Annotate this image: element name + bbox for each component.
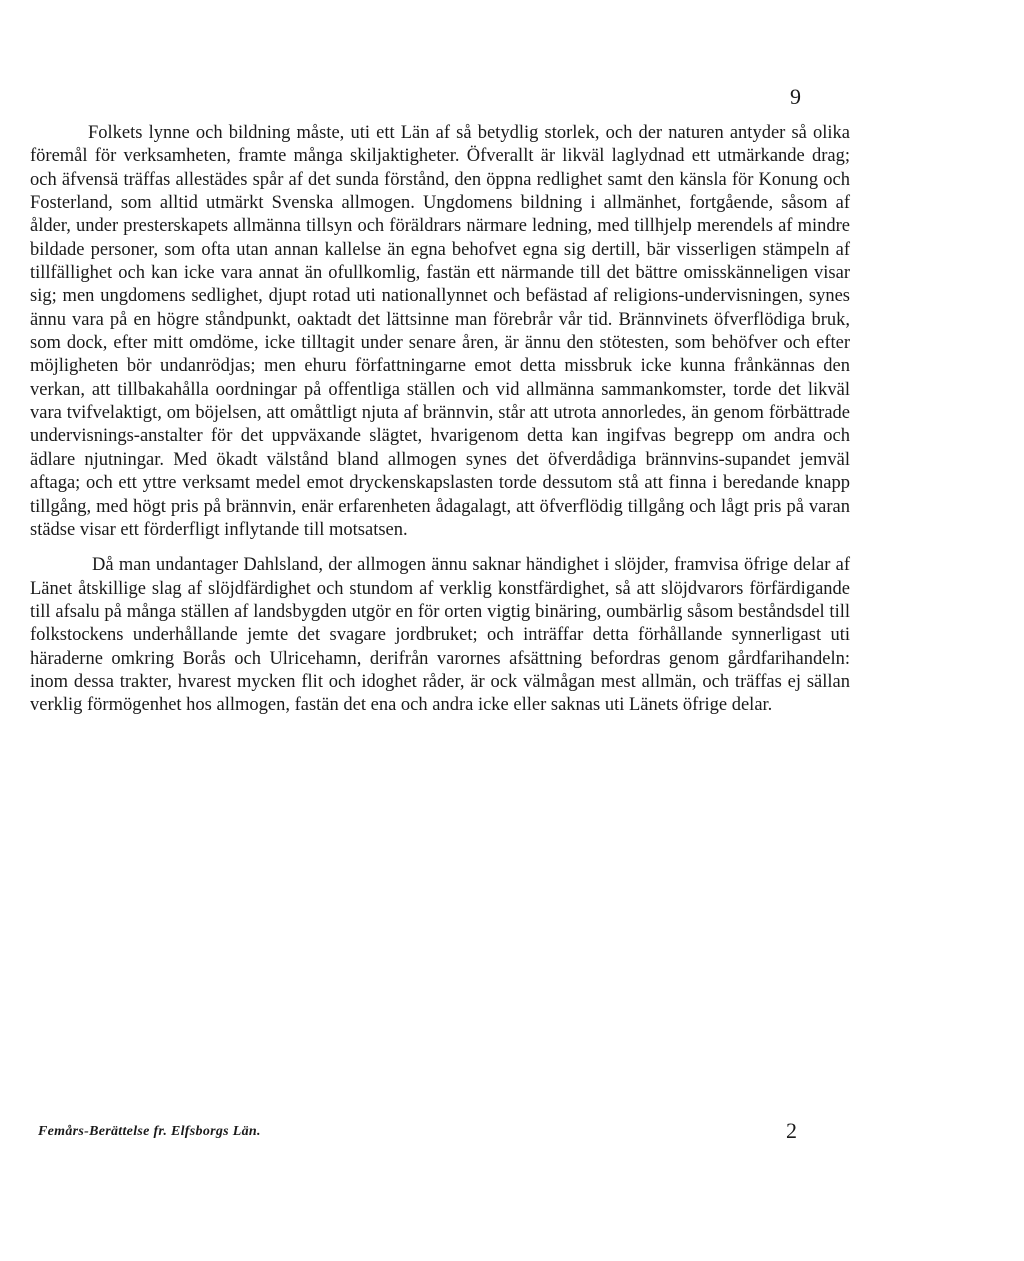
paragraph-1: Folkets lynne och bildning måste, uti ett Län af så betydlig storlek, och der naturen antyder så olika föremål för verksamheten, framte många skiljaktigheter. Öfverallt är likväl laglydnad ett utmärkande drag; och äfvensä träffas allestädes spår af det sunda förstånd, den öppna redlighet samt den känsla för Konung och Fosterland, som alltid utmärkt Svenska allmogen. Ungdomens bildning i allmänhet, fortgående, såsom af ålder, under presterskapets allmänna tillsyn och föräldrars närmare ledning, med tillhjelp merendels af mindre bildade personer, som ofta utan annan kallelse än egna behofvet egna sig dertill, bär visserligen stämpeln af tillfällighet och kan icke vara annat än ofullkomlig, fastän ett närmande till det bättre omisskänneligen visar sig; men ungdomens sedlighet, djupt rotad uti nationallynnet och befästad af religions-undervisningen, synes ännu vara på en högre ståndpunkt, oaktadt det lättsinne man förebrår vår tid. Brännvinets öfverflödiga bruk, som dock, efter mitt omdöme, icke tilltagit under senare åren, är ännu den stötesten, som behöfver och efter möjligheten bör undanrödjas; men ehuru författningarne emot detta missbruk icke kunna frånkännas den verkan, att tillbakahålla oordningar på offentliga ställen och vid allmänna sammankomster, torde det likväl vara tvifvelaktigt, om böjelsen, att omåttligt njuta af brännvin, står att utrota annorledes, än genom förbättrade undervisnings-anstalter för det uppväxande slägtet, hvarigenom detta kan ingifvas begrepp om andra och ädlare njutningar. Med ökadt välstånd bland allmogen synes det öfverdådiga brännvins-supandet jemväl aftaga; och ett yttre verksamt medel emot dryckenskapslasten torde dessutom stå att finna i beredande knapp tillgång, med högt pris på brännvin, enär erfarenheten ådagalagt, att öfverflödig tillgång och lågt pris på varan städse visar ett förderfligt inflytande till motsatsen. — [30, 123, 850, 540]
printer-signature: Femårs-Berättelse fr. Elfsborgs Län. — [38, 1124, 261, 1139]
paragraph-2: Då man undantager Dahlsland, der allmogen ännu saknar händighet i slöjder, framvisa öfrige delar af Länet åtskillige slag af slöjdfärdighet och stundom af verklig konstfärdighet, så att slöjdvarors förfärdigande till afsalu på många ställen af landsbygden utgör en för orten vigtig binäring, oumbärlig såsom beståndsdel till folkstockens underhållande jemte det svagare jordbruket; och inträffar detta förhållande synnerligast uti häraderne omkring Borås och Ulricehamn, derifrån varornes afsättning befordras genom gårdfarihandeln: inom dessa trakter, hvarest mycken flit och idoghet råder, är ock välmågan mest allmän, och träffas ej sällan verklig förmögenhet hos allmogen, fastän det ena och andra icke eller saknas uti Länets öfrige delar. — [30, 555, 850, 716]
body-text — [30, 122, 850, 718]
page-number: 9 — [790, 84, 801, 109]
sheet-mark: 2 — [786, 1118, 797, 1143]
